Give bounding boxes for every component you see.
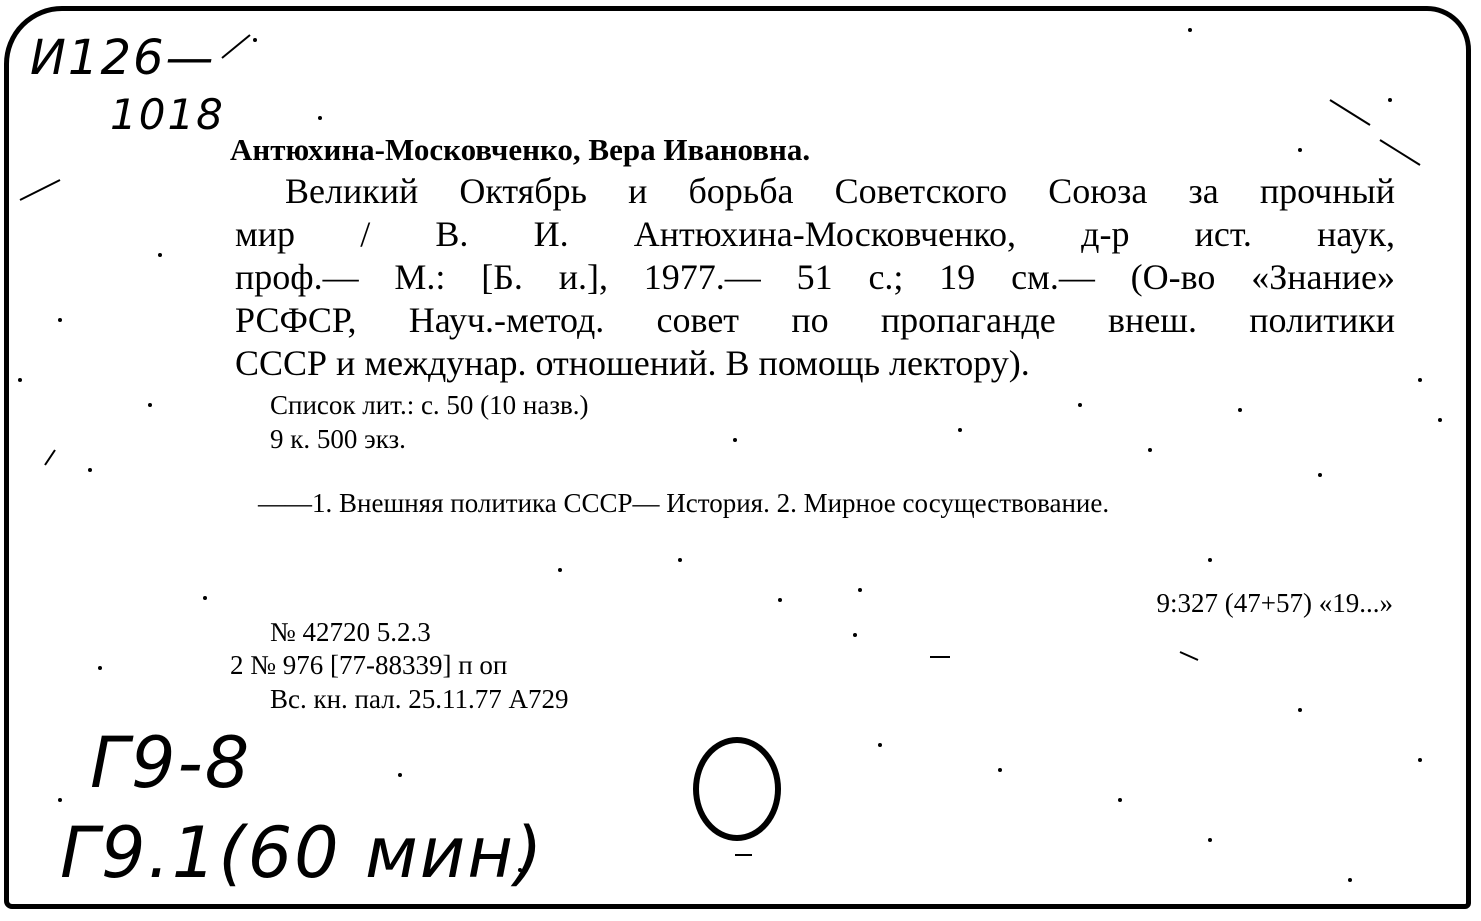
tech-line-1: № 42720 5.2.3 — [270, 617, 431, 647]
title-line-4: РСФСР, Науч.-метод. совет по пропаганде внеш. политики — [235, 300, 1395, 340]
title-line-3: проф.— М.: [Б. и.], 1977.— 51 с.; 19 см.— (О-во «Знание» — [235, 257, 1395, 297]
title-line-2: мир / В. И. Антюхина-Московченко, д-р ист. наук, — [235, 214, 1395, 254]
subject-headings: ——1. Внешняя политика СССР— История. 2. Мирное сосуществование. — [258, 488, 1110, 518]
punch-hole — [693, 737, 781, 841]
author-heading: Антюхина-Московченко, Вера Ивановна. — [230, 132, 811, 167]
handwritten-shelfmark-line2: 1018 — [110, 90, 225, 139]
title-line-5: СССР и междунар. отношений. В помощь лектору). — [235, 343, 1030, 383]
classification-index: 9:327 (47+57) «19...» — [1156, 588, 1393, 618]
tech-line-3: Вс. кн. пал. 25.11.77 А729 — [270, 684, 569, 714]
title-line-1: Великий Октябрь и борьба Советского Союза за прочный — [285, 171, 1395, 211]
handwritten-code-line1: Г9-8 — [90, 722, 252, 804]
price-note: 9 к. 500 экз. — [270, 424, 406, 454]
handwritten-code-line2: Г9.1(60 мин) — [60, 812, 545, 894]
tech-line-2: 2 № 976 [77-88339] п оп — [230, 650, 508, 680]
handwritten-shelfmark-line1: И126— — [30, 30, 216, 86]
bibliography-note: Список лит.: с. 50 (10 назв.) — [270, 390, 589, 420]
title-description — [235, 170, 1395, 385]
